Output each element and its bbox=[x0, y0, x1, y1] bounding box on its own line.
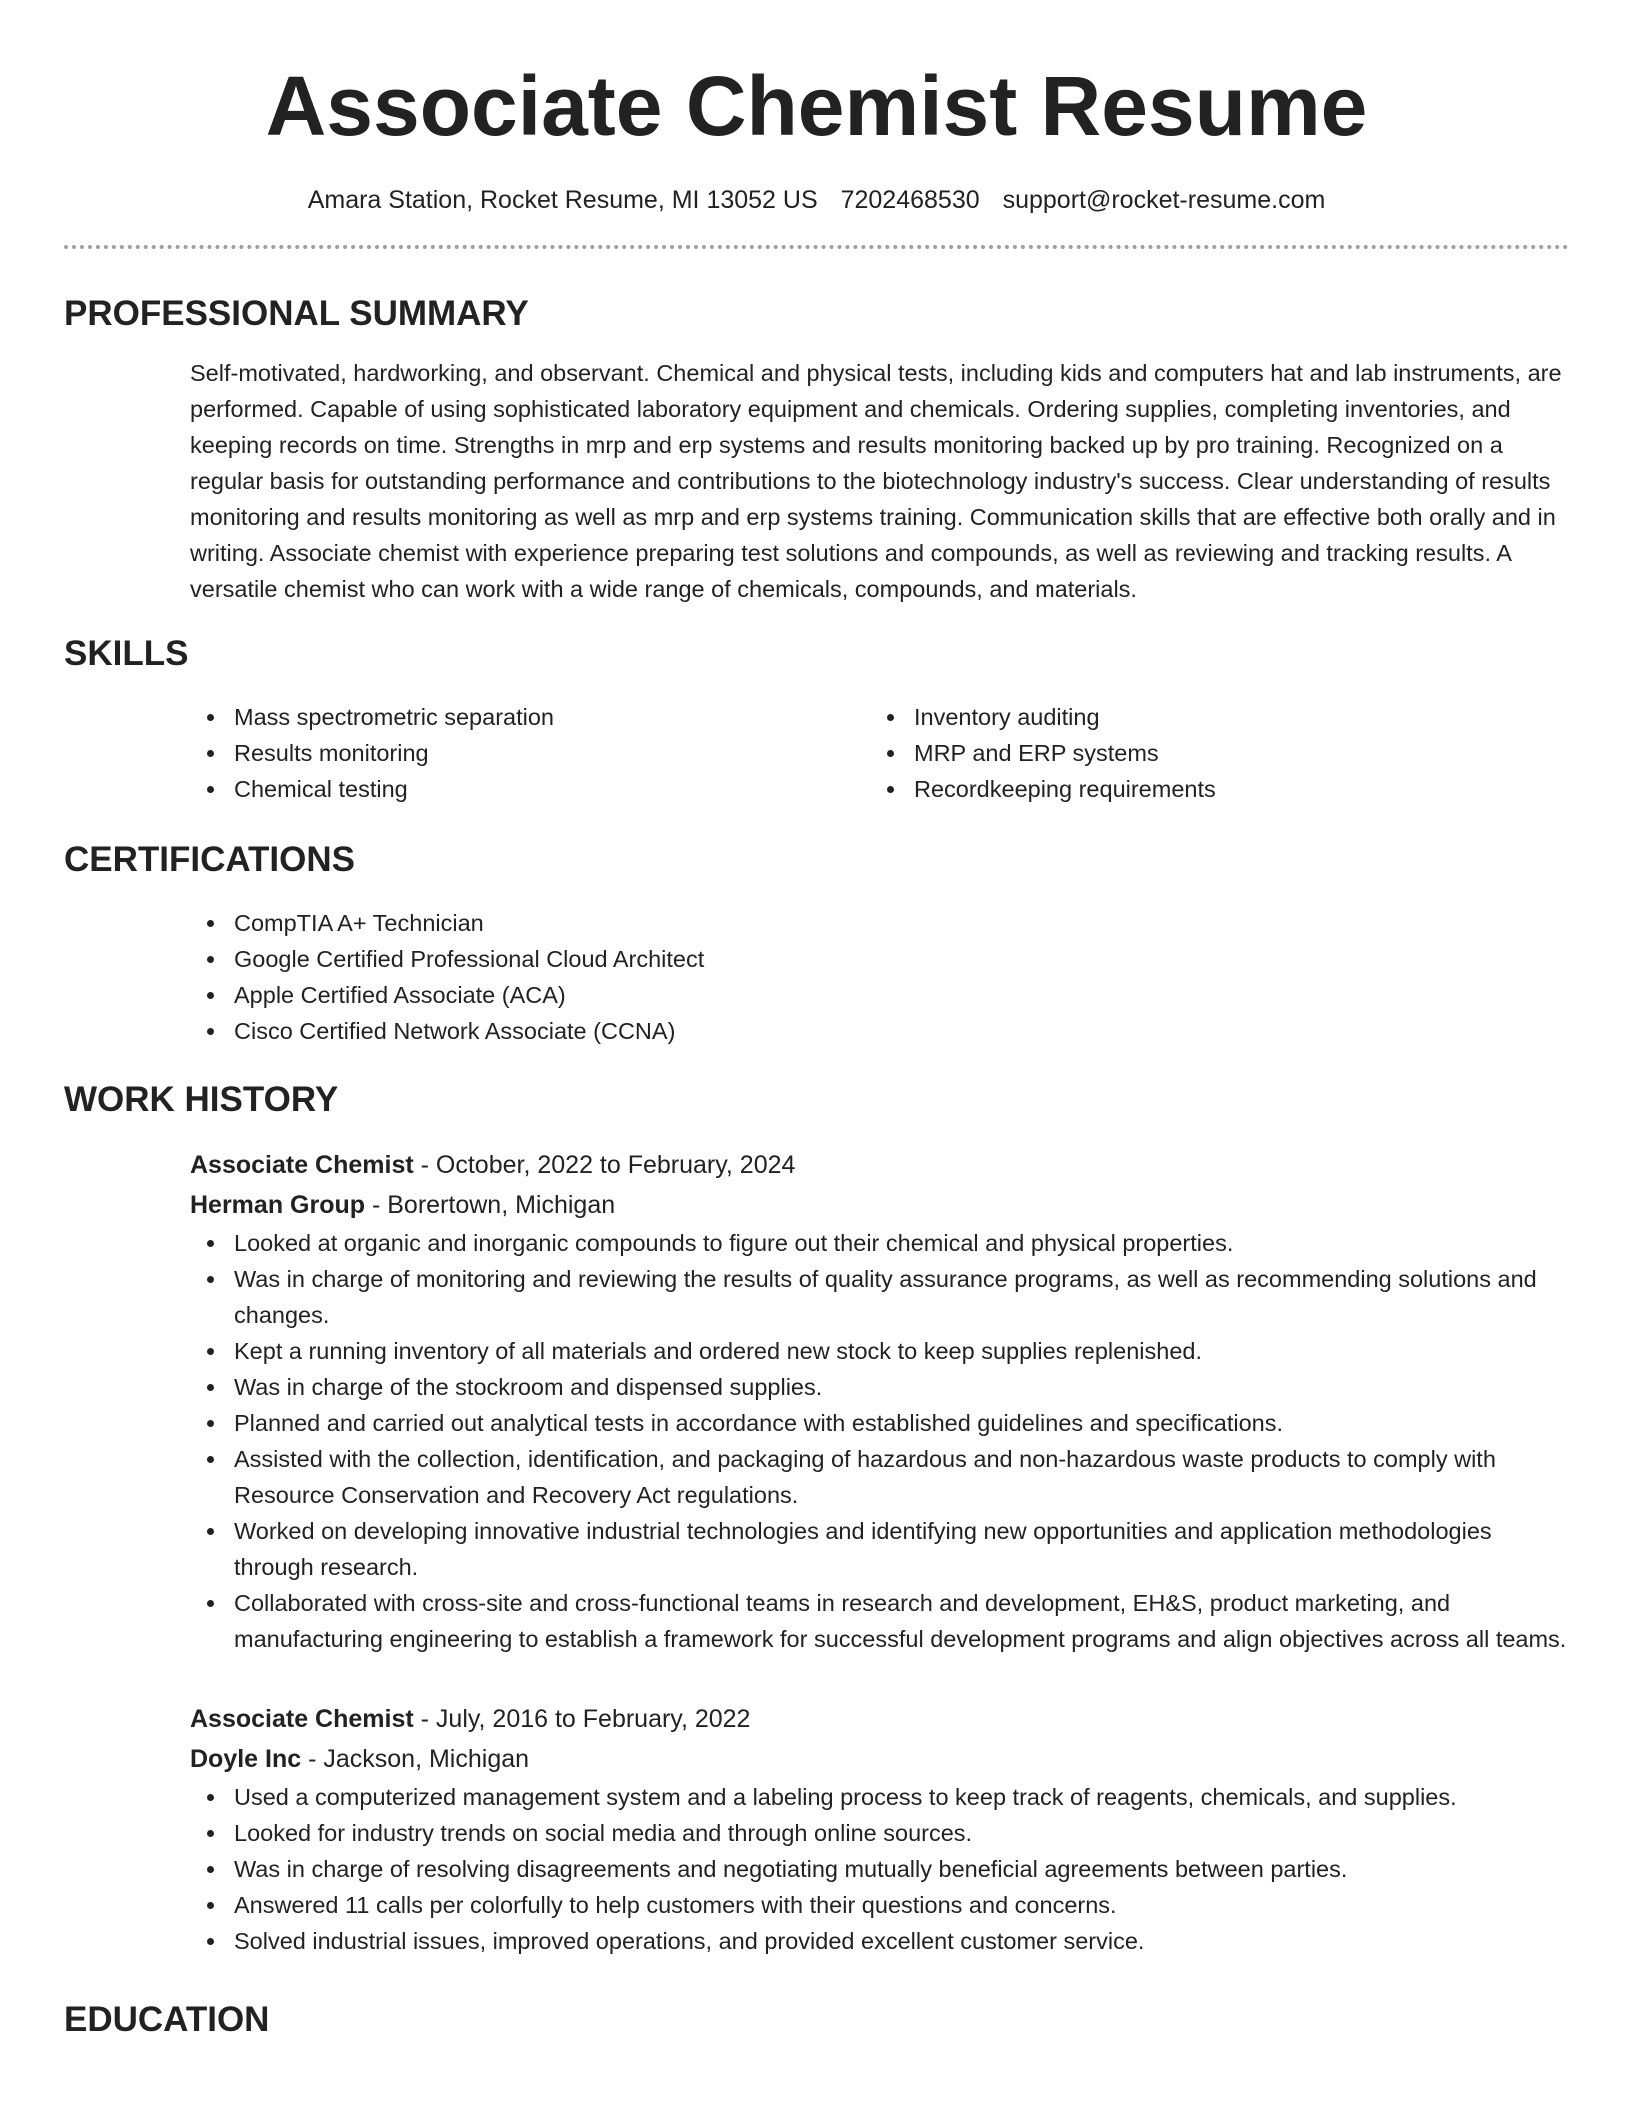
job-duty-item: Was in charge of resolving disagreements and negotiating mutually beneficial agreements between parties. bbox=[190, 1851, 1569, 1887]
header-divider bbox=[64, 245, 1569, 249]
job-entry bbox=[190, 1699, 1569, 1959]
job-duty-item: Was in charge of the stockroom and dispensed supplies. bbox=[190, 1369, 1569, 1405]
skill-item: Results monitoring bbox=[190, 735, 870, 771]
certification-item: CompTIA A+ Technician bbox=[190, 905, 1569, 941]
education-heading: EDUCATION bbox=[64, 2000, 270, 2039]
resume-page bbox=[64, 0, 1569, 2041]
certification-item: Google Certified Professional Cloud Architect bbox=[190, 941, 1569, 977]
job-title-line bbox=[190, 1145, 1569, 1185]
job-company: Doyle Inc bbox=[190, 1745, 302, 1773]
contact-address: Amara Station, Rocket Resume, MI 13052 US bbox=[307, 186, 818, 214]
contact-phone: 7202468530 bbox=[840, 186, 980, 214]
skills-column-right bbox=[870, 699, 1550, 807]
job-duty-item: Answered 11 calls per colorfully to help customers with their questions and concerns. bbox=[190, 1887, 1569, 1923]
job-duty-item: Planned and carried out analytical tests in accordance with established guidelines and specifications. bbox=[190, 1405, 1569, 1441]
job-company-line bbox=[190, 1185, 1569, 1225]
job-duty-item: Kept a running inventory of all materials and ordered new stock to keep supplies replenished. bbox=[190, 1333, 1569, 1369]
job-duty-item: Collaborated with cross-site and cross-functional teams in research and development, EH&S, product marketing, and manufacturing engineering to establish a framework for successful development programs and align objectives across all teams. bbox=[190, 1585, 1569, 1657]
certifications-list bbox=[190, 905, 1569, 1049]
job-location: - Borertown, Michigan bbox=[365, 1191, 616, 1219]
job-duties bbox=[190, 1225, 1569, 1657]
job-company: Herman Group bbox=[190, 1191, 366, 1219]
skills-column-left bbox=[190, 699, 870, 807]
job-duty-item: Solved industrial issues, improved operations, and provided excellent customer service. bbox=[190, 1923, 1569, 1959]
skill-item: Recordkeeping requirements bbox=[870, 771, 1550, 807]
skills-heading: SKILLS bbox=[64, 634, 189, 673]
resume-title: Associate Chemist Resume bbox=[265, 59, 1368, 153]
skill-item: MRP and ERP systems bbox=[870, 735, 1550, 771]
skill-item: Mass spectrometric separation bbox=[190, 699, 870, 735]
skill-item: Chemical testing bbox=[190, 771, 870, 807]
job-duties bbox=[190, 1779, 1569, 1959]
job-role: Associate Chemist bbox=[190, 1705, 414, 1733]
certifications-heading: CERTIFICATIONS bbox=[64, 840, 356, 879]
contact-email: support@rocket-resume.com bbox=[1002, 186, 1326, 214]
skills-list bbox=[190, 699, 1569, 807]
job-duty-item: Assisted with the collection, identification, and packaging of hazardous and non-hazardous waste products to comply with Resource Conservation and Recovery Act regulations. bbox=[190, 1441, 1569, 1513]
contact-line bbox=[64, 184, 1569, 216]
job-dates: - July, 2016 to February, 2022 bbox=[413, 1705, 751, 1733]
job-duty-item: Looked at organic and inorganic compounds to figure out their chemical and physical properties. bbox=[190, 1225, 1569, 1261]
summary-text: Self-motivated, hardworking, and observant. Chemical and physical tests, including kids and computers hat and lab instruments, are performed. Capable of using sophisticated laboratory equipment and chemicals. Ordering supplies, completing inventories, and keeping records on time. Strengths in mrp and erp systems and results monitoring backed up by pro training. Recognized on a regular basis for outstanding performance and contributions to the biotechnology industry's success. Clear understanding of results monitoring and results monitoring as well as mrp and erp systems training. Communication skills that are effective both orally and in writing. Associate chemist with experience preparing test solutions and compounds, as well as reviewing and tracking results. A versatile chemist who can work with a wide range of chemicals, compounds, and materials. bbox=[190, 360, 1562, 602]
job-role: Associate Chemist bbox=[190, 1151, 414, 1179]
job-entry bbox=[190, 1145, 1569, 1657]
summary-heading: PROFESSIONAL SUMMARY bbox=[64, 294, 529, 333]
work-history-heading: WORK HISTORY bbox=[64, 1080, 339, 1119]
job-title-line bbox=[190, 1699, 1569, 1739]
job-duty-item: Was in charge of monitoring and reviewing the results of quality assurance programs, as well as recommending solutions and changes. bbox=[190, 1261, 1569, 1333]
skill-item: Inventory auditing bbox=[870, 699, 1550, 735]
job-duty-item: Used a computerized management system and a labeling process to keep track of reagents, chemicals, and supplies. bbox=[190, 1779, 1569, 1815]
job-duty-item: Looked for industry trends on social media and through online sources. bbox=[190, 1815, 1569, 1851]
certification-item: Cisco Certified Network Associate (CCNA) bbox=[190, 1013, 1569, 1049]
job-duty-item: Worked on developing innovative industrial technologies and identifying new opportunities and application methodologies through research. bbox=[190, 1513, 1569, 1585]
job-dates: - October, 2022 to February, 2024 bbox=[413, 1151, 796, 1179]
job-company-line bbox=[190, 1739, 1569, 1779]
certification-item: Apple Certified Associate (ACA) bbox=[190, 977, 1569, 1013]
job-location: - Jackson, Michigan bbox=[301, 1745, 530, 1773]
